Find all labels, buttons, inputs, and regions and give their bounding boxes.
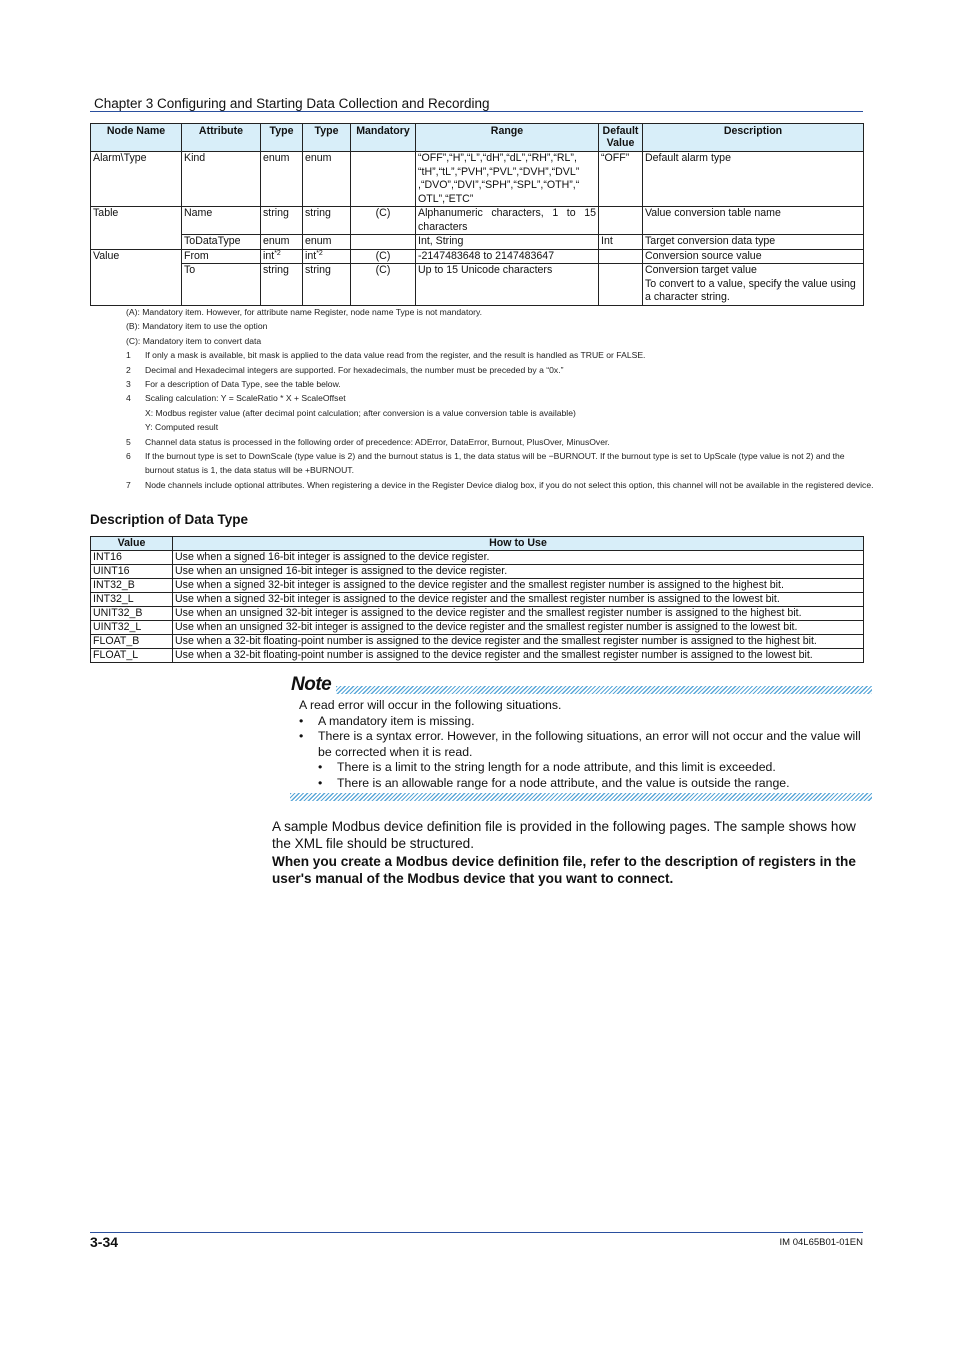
cell-range: Alphanumeric characters, 1 to 15 characters <box>416 207 599 235</box>
table-row <box>91 551 864 565</box>
note-subitem: Y: Computed result <box>145 422 219 433</box>
cell-type1: int$^{*2}$ <box>261 249 303 264</box>
cell-mandatory: (C) <box>351 264 416 306</box>
cell-default: “OFF” <box>599 152 643 207</box>
list-item: • A mandatory item is missing. <box>299 713 475 728</box>
note-item: 3 For a description of Data Type, see the table below. <box>126 379 341 390</box>
note-item: 5 Channel data status is processed in the following order of precedence: ADError, DataError, Burnout, PlusOver, MinusOver. <box>126 436 610 447</box>
cell-mandatory: (C) <box>351 207 416 235</box>
page-number: 3-34 <box>90 1234 119 1250</box>
note-item: (B): Mandatory item to use the option <box>126 321 268 332</box>
note-item: 6 If the burnout type is set to DownScale (type value is 2) and the burnout status is 1, the data status will be −BURNOUT. If the burnout type is set to UpScale (type value is not 2) and the burnout status is 1, the data status will be +BURNOUT. <box>126 451 845 476</box>
footnote-ref: *2 <box>274 249 281 257</box>
footer-rule <box>90 1232 863 1233</box>
header-rule <box>90 111 863 112</box>
cell-attribute: ToDataType <box>182 235 261 250</box>
cell-default: Int <box>599 235 643 250</box>
table-row <box>91 635 864 649</box>
list-item: • There is a limit to the string length for a node attribute, and this limit is exceeded. <box>318 760 776 774</box>
table-notes <box>126 305 874 492</box>
cell-use: Use when a 32-bit floating-point number is assigned to the device register and the smallest register number is assigned to the highest bit. <box>173 635 864 649</box>
document-id: IM 04L65B01-01EN <box>779 1237 863 1248</box>
col-attribute: Attribute <box>182 124 261 152</box>
note-item: 7 Node channels include optional attributes. When registering a device in the Register Device dialog box, if you do not select this option, this channel will not be available in the registered device. <box>126 479 874 490</box>
note-body <box>299 698 869 791</box>
cell-type1: string <box>261 207 303 235</box>
cell-range: Up to 15 Unicode characters <box>416 264 599 306</box>
cell-value: INT32_B <box>91 579 173 593</box>
note-item: (C): Mandatory item to convert data <box>126 335 262 346</box>
cell-default <box>599 249 643 264</box>
note-item: 4 Scaling calculation: Y = ScaleRatio * X + ScaleOffset <box>126 393 346 404</box>
cell-use: Use when a 32-bit floating-point number is assigned to the device register and the smallest register number is assigned to the lowest bit. <box>173 649 864 663</box>
cell-attribute: Kind <box>182 152 261 207</box>
cell-range: “OFF”,“H”,“L”,“dH”,“dL”,“RH”,“RL”, “tH”,“tL”,“PVH”,“PVL”,“DVH”,“DVL” ,“DVO”,“DVI”,“SPH”,“SPL”,“OTH”,“ OTL”,“ETC” <box>416 152 599 207</box>
body-text <box>272 818 872 887</box>
cell-value: FLOAT_B <box>91 635 173 649</box>
cell-use: Use when an unsigned 32-bit integer is assigned to the device register and the smallest register number is assigned to the lowest bit. <box>173 621 864 635</box>
note-item: 2 Decimal and Hexadecimal integers are supported. For hexadecimals, the number must be preceded by a “0x.” <box>126 364 564 375</box>
note-subitem: X: Modbus register value (after decimal point calculation; after conversion is a value conversion table is available) <box>145 407 576 418</box>
table-row <box>91 621 864 635</box>
cell-type2: enum <box>303 235 351 250</box>
cell-range: Int, String <box>416 235 599 250</box>
note-intro: A read error will occur in the following situations. <box>299 698 562 712</box>
note-item: (A): Mandatory item. However, for attribute name Register, node name Type is not mandatory. <box>126 307 483 317</box>
table-row <box>91 579 864 593</box>
bullet-icon: • <box>318 775 323 790</box>
bullet-icon: • <box>318 760 323 774</box>
cell-mandatory <box>351 152 416 207</box>
body-bold-paragraph: When you create a Modbus device definition file, refer to the description of registers in the user's manual of the Modbus device that you want to connect. <box>272 853 856 886</box>
table-row <box>91 264 864 306</box>
note-hatch-top <box>336 686 872 694</box>
note-hatch-bottom <box>290 793 872 801</box>
cell-node: Value <box>91 249 182 305</box>
cell-type2: string <box>303 207 351 235</box>
cell-range: -2147483648 to 2147483647 <box>416 249 599 264</box>
col-range: Range <box>416 124 599 152</box>
col-default-value: Default Value <box>599 124 643 152</box>
bullet-icon: • <box>299 713 304 728</box>
cell-mandatory <box>351 235 416 250</box>
cell-description: Conversion source value <box>643 249 864 264</box>
cell-use: Use when a signed 16-bit integer is assigned to the device register. <box>173 551 864 565</box>
cell-type2: enum <box>303 152 351 207</box>
col-how-to-use: How to Use <box>173 537 864 551</box>
cell-description: Value conversion table name <box>643 207 864 235</box>
col-type-1: Type <box>261 124 303 152</box>
cell-node: Table <box>91 207 182 250</box>
cell-use: Use when a signed 32-bit integer is assigned to the device register and the smallest register number is assigned to the highest bit. <box>173 579 864 593</box>
cell-use: Use when a signed 32-bit integer is assigned to the device register and the smallest register number is assigned to the lowest bit. <box>173 593 864 607</box>
section-title-data-type: Description of Data Type <box>90 512 249 527</box>
cell-attribute: Name <box>182 207 261 235</box>
cell-type2: string <box>303 264 351 306</box>
data-type-table-header <box>91 537 864 551</box>
table-row <box>91 249 864 264</box>
body-paragraph: A sample Modbus device definition file is provided in the following pages. The sample shows how the XML file should be structured. <box>272 819 856 852</box>
cell-node: Alarm\Type <box>91 152 182 207</box>
note-title: Note <box>291 674 332 695</box>
table-row <box>91 649 864 663</box>
table-row <box>91 207 864 235</box>
description-line: Conversion target value <box>645 264 757 276</box>
cell-attribute: To <box>182 264 261 306</box>
cell-description: Default alarm type <box>643 152 864 207</box>
attribute-table-header <box>91 124 864 152</box>
cell-type1: string <box>261 264 303 306</box>
chapter-title: Chapter 3 Configuring and Starting Data Collection and Recording <box>94 96 490 111</box>
cell-value: FLOAT_L <box>91 649 173 663</box>
cell-default <box>599 207 643 235</box>
note-item: 1 If only a mask is available, bit mask is applied to the data value read from the register, and the result is handled as TRUE or FALSE. <box>126 350 646 361</box>
cell-mandatory: (C) <box>351 249 416 264</box>
cell-value: UINT16 <box>91 565 173 579</box>
table-row <box>91 152 864 207</box>
cell-use: Use when an unsigned 16-bit integer is assigned to the device register. <box>173 565 864 579</box>
col-description: Description <box>643 124 864 152</box>
col-value: Value <box>91 537 173 551</box>
table-row <box>91 607 864 621</box>
cell-description: Target conversion data type <box>643 235 864 250</box>
col-node-name: Node Name <box>91 124 182 152</box>
bullet-icon: • <box>299 729 304 743</box>
footnote-ref: *2 <box>316 249 323 257</box>
cell-default <box>599 264 643 306</box>
col-type-2: Type <box>303 124 351 152</box>
cell-attribute: From <box>182 249 261 264</box>
cell-use: Use when an unsigned 32-bit integer is assigned to the device register and the smallest register number is assigned to the highest bit. <box>173 607 864 621</box>
table-row <box>91 565 864 579</box>
cell-type1: enum <box>261 235 303 250</box>
cell-description <box>643 264 864 306</box>
list-item: • There is an allowable range for a node attribute, and the value is outside the range. <box>318 775 790 790</box>
list-item: • There is a syntax error. However, in the following situations, an error will not occur and the value will be corrected when it is read. <box>299 729 861 759</box>
description-line: To convert to a value, specify the value using a character string. <box>645 277 856 303</box>
col-mandatory: Mandatory <box>351 124 416 152</box>
cell-value: INT16 <box>91 551 173 565</box>
cell-value: UINT32_L <box>91 621 173 635</box>
table-row <box>91 235 864 250</box>
attribute-table <box>90 123 864 306</box>
cell-type2: int$^{*2}$ <box>303 249 351 264</box>
cell-value: INT32_L <box>91 593 173 607</box>
cell-value: UNIT32_B <box>91 607 173 621</box>
data-type-table <box>90 536 864 663</box>
table-row <box>91 593 864 607</box>
cell-type1: enum <box>261 152 303 207</box>
